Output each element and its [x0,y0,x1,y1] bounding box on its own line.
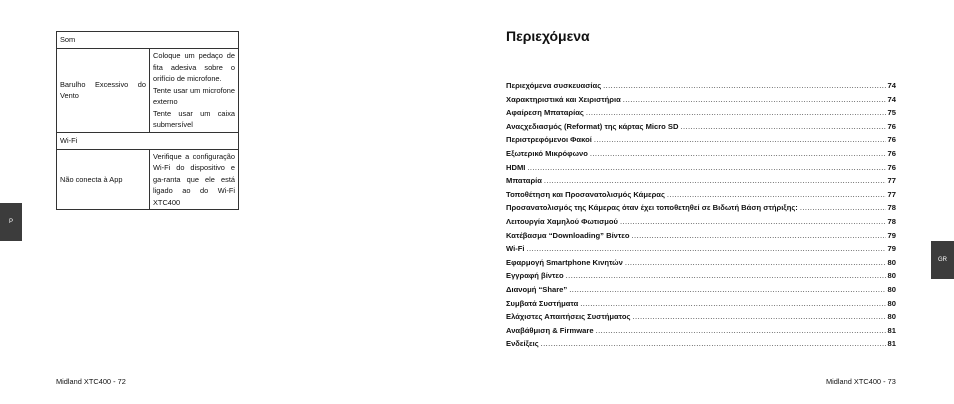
language-tab-portuguese: P [0,203,22,241]
toc-entry[interactable]: Συμβατά Συστήματα ..... 80 [506,299,896,313]
toc-entry[interactable]: Περιεχόμενα συσκευασίας ..... 74 [506,81,896,95]
language-tab-greek: GR [931,241,954,279]
toc-entry[interactable]: Προσανατολισμός της Κάμερας όταν έχει τοποθετηθεί σε Βιδωτή Βάση στήριξης: ..... 78 [506,203,896,217]
toc-entry[interactable]: Χαρακτηριστικά και Χειριστήρια ..... 74 [506,95,896,109]
section-title-wifi: Wi-Fi [57,132,239,149]
table-row [57,149,239,210]
toc-entry[interactable]: Τοποθέτηση και Προσανατολισμός Κάμερας ..... 77 [506,190,896,204]
toc-entry[interactable]: Περιστρεφόμενοι Φακοί ..... 76 [506,135,896,149]
solution-cell [150,149,239,210]
solution-line: Tente usar um microfone externo [153,85,235,106]
toc-entry[interactable]: Εγγραφή βίντεο ..... 80 [506,271,896,285]
toc-entry[interactable]: HDMI ..... 76 [506,163,896,177]
toc-entry[interactable]: Αναςχεδιασμός (Reformat) της κάρτας Micro SD ..... 76 [506,122,896,136]
table-of-contents [506,81,896,353]
solution-line: Coloque um pedaço de fita adesiva sobre o orifício de microfone. [153,51,235,83]
section-header-row [57,132,239,149]
section-title-sound: Som [57,32,239,49]
toc-entry[interactable]: Μπαταρία ..... 77 [506,176,896,190]
toc-entry[interactable]: Αναβάθμιση & Firmware ..... 81 [506,326,896,340]
toc-entry[interactable]: Κατέβασμα “Downloading” Βίντεο ..... 79 [506,231,896,245]
section-header-row [57,32,239,49]
solution-cell [150,49,239,133]
footer-left: Midland XTC400 - 72 [56,377,126,386]
problem-cell: Barulho Excessivo do Vento [57,49,150,133]
toc-entry[interactable]: Εφαρμογή Smartphone Κινητών ..... 80 [506,258,896,272]
toc-entry[interactable]: Διανομή “Share” ..... 80 [506,285,896,299]
toc-entry[interactable]: Ελάχιστες Απαιτήσεις Συστήματος ..... 80 [506,312,896,326]
toc-entry[interactable]: Ενδείξεις ..... 81 [506,339,896,353]
page-title: Περιεχόμενα [506,28,590,44]
toc-entry[interactable]: Εξωτερικό Μικρόφωνο ..... 76 [506,149,896,163]
toc-entry[interactable]: Wi-Fi ..... 79 [506,244,896,258]
footer-right: Midland XTC400 - 73 [826,377,896,386]
table-row [57,49,239,133]
solution-line: Verifique a configuração Wi-Fi do dispositivo e ga-ranta que ele está ligado ao do Wi-Fi XTC400 [153,151,235,207]
toc-entry[interactable]: Αφαίρεση Μπαταρίας ..... 75 [506,108,896,122]
troubleshooting-table [56,31,239,210]
solution-line: Tente usar um caixa submersível [153,108,235,129]
toc-entry[interactable]: Λειτουργία Χαμηλού Φωτισμού ..... 78 [506,217,896,231]
problem-cell: Não conecta à App [57,149,150,210]
